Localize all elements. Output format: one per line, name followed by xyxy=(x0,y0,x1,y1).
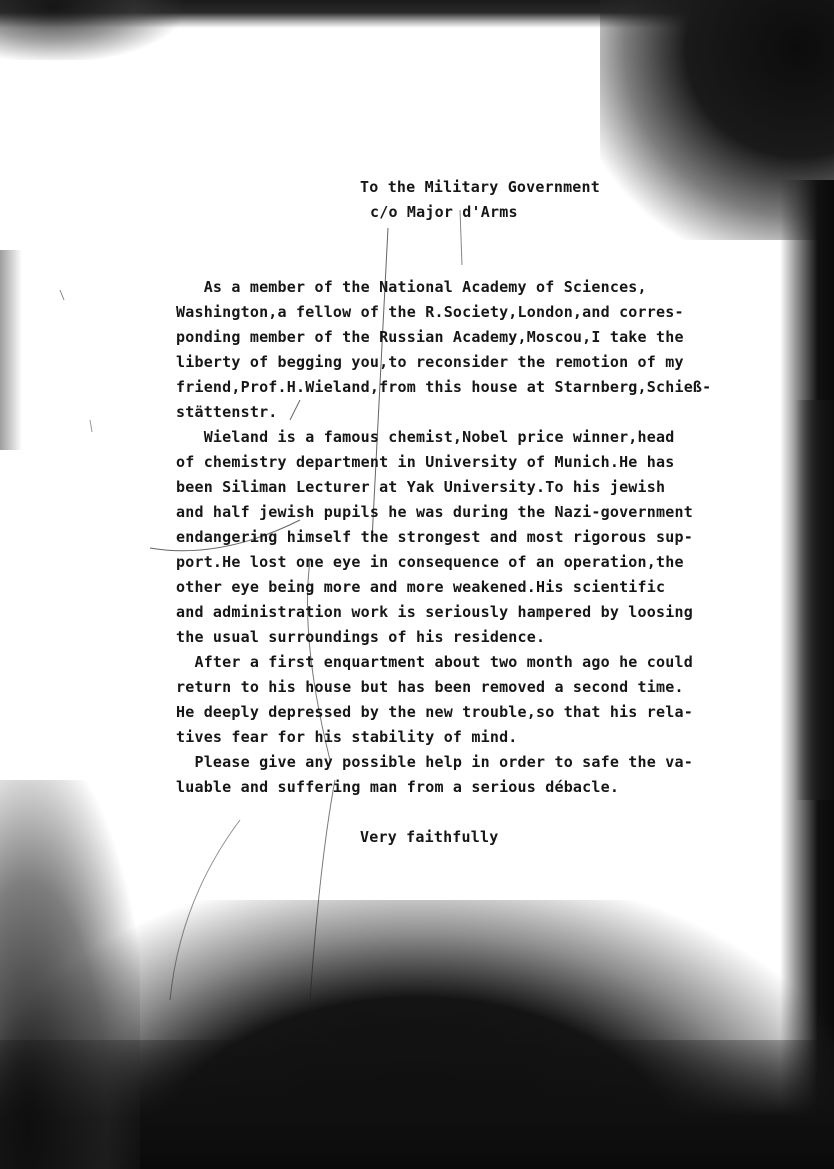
body-line: other eye being more and more weakened.His scientific xyxy=(176,578,666,596)
body-line: liberty of begging you,to reconsider the remotion of my xyxy=(176,353,684,371)
body-line: friend,Prof.H.Wieland,from this house at Starnberg,Schieß- xyxy=(176,378,712,396)
body-line: been Siliman Lecturer at Yak University.To his jewish xyxy=(176,478,666,496)
body-line: the usual surroundings of his residence. xyxy=(176,628,546,646)
body-line: stättenstr. xyxy=(176,403,278,421)
recipient-line-1: To the Military Government xyxy=(360,178,600,196)
body-line: Washington,a fellow of the R.Society,London,and corres- xyxy=(176,303,684,321)
body-line: tives fear for his stability of mind. xyxy=(176,728,518,746)
body-line: luable and suffering man from a serious débacle. xyxy=(176,778,620,796)
recipient-line-2: c/o Major d'Arms xyxy=(370,203,518,221)
body-line: As a member of the National Academy of Sciences, xyxy=(176,278,647,296)
body-line: and half jewish pupils he was during the Nazi-government xyxy=(176,503,693,521)
body-line: Wieland is a famous chemist,Nobel price winner,head xyxy=(176,428,675,446)
body-line: of chemistry department in University of Munich.He has xyxy=(176,453,675,471)
body-line: and administration work is seriously hampered by loosing xyxy=(176,603,693,621)
body-line: Please give any possible help in order to safe the va- xyxy=(176,753,693,771)
body-line: ponding member of the Russian Academy,Moscou,I take the xyxy=(176,328,684,346)
body-line: port.He lost one eye in consequence of an operation,the xyxy=(176,553,684,571)
body-line: endangering himself the strongest and most rigorous sup- xyxy=(176,528,693,546)
body-line: He deeply depressed by the new trouble,so that his rela- xyxy=(176,703,693,721)
body-line: After a first enquartment about two month ago he could xyxy=(176,653,693,671)
body-line: return to his house but has been removed a second time. xyxy=(176,678,684,696)
closing: Very faithfully xyxy=(360,828,499,846)
